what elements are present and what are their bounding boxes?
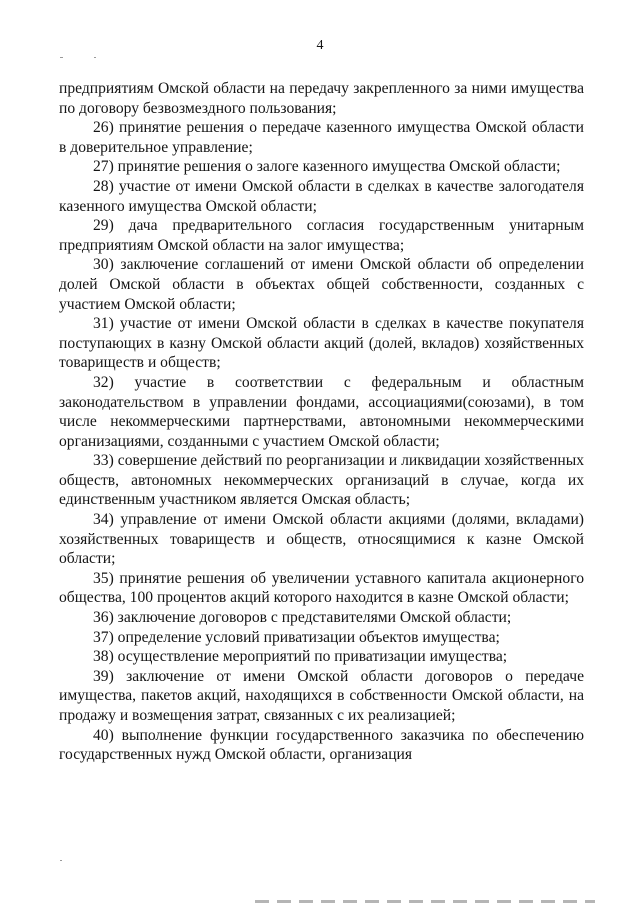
list-item-28: 28) участие от имени Омской области в сделках в качестве залогодателя казенного имущества Омской области; [59, 177, 584, 215]
paragraph-continuation: предприятиям Омской области на передачу закрепленного за ними имущества по договору безвозмездного пользования; [59, 80, 584, 117]
page-number: 4 [316, 38, 324, 53]
list-item-38: 38) осуществление мероприятий по приватизации имущества; [93, 648, 508, 666]
list-item-32: 32) участие в соответствии с федеральным и областным законодательством в управлении фондами, ассоциациями(союзами), в том числе некоммерческими партнерствами, автономными некоммерческими организациями, созданными с участием Омской области; [59, 373, 584, 450]
list-item-37: 37) определение условий приватизации объектов имущества; [93, 628, 500, 646]
scan-speck [60, 860, 62, 861]
list-item-34: 34) управление от имени Омской области акциями (долями, вкладами) хозяйственных товариществ и обществ, относящимися к казне Омской области; [59, 511, 584, 568]
list-item-40: 40) выполнение функции государственного заказчика по обеспечению государственных нужд Омской области, организация [59, 726, 584, 764]
scan-footer-artifact [255, 900, 595, 903]
list-item-33: 33) совершение действий по реорганизации и ликвидации хозяйственных обществ, автономных некоммерческих организаций в случае, когда их единственным участником является Омская область; [59, 452, 584, 509]
list-item-39: 39) заключение от имени Омской области договоров о передаче имущества, пакетов акций, находящихся в собственности Омской области, на продажу и возмещения затрат, связанных с их реализацией; [59, 667, 584, 724]
list-item-30: 30) заключение соглашений от имени Омской области об определении долей Омской области в объектах общей собственности, созданных с участием Омской области; [59, 256, 584, 313]
list-item-29: 29) дача предварительного согласия государственным унитарным предприятиям Омской области на залог имущества; [59, 217, 584, 254]
list-item-27: 27) принятие решения о залоге казенного имущества Омской области; [93, 158, 561, 176]
scan-speck [60, 57, 63, 58]
list-item-35: 35) принятие решения об увеличении уставного капитала акционерного общества, 100 процентов акций которого находится в казне Омской области; [59, 569, 584, 607]
scan-speck [94, 57, 96, 58]
list-item-36: 36) заключение договоров с представителями Омской области; [93, 609, 512, 627]
document-body [59, 79, 584, 765]
list-item-31: 31) участие от имени Омской области в сделках в качестве покупателя поступающих в казну Омской области акций (долей, вкладов) хозяйственных товариществ и обществ; [59, 315, 584, 372]
list-item-26: 26) принятие решения о передаче казенного имущества Омской области в доверительное управление; [59, 119, 584, 156]
